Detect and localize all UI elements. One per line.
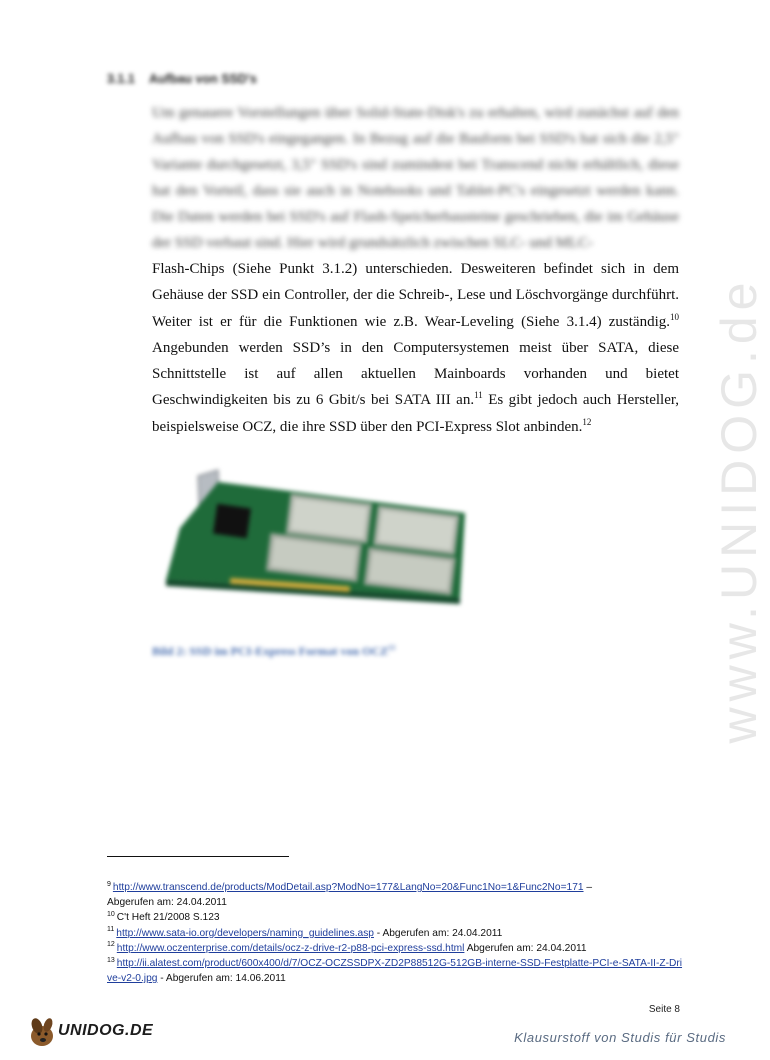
controller-chip [213,504,251,538]
footnotes [107,880,687,986]
caption-text: Bild 2: SSD im PCI-Express Format von OCZ [152,644,389,658]
footer-tagline: Klausurstoff von Studis für Studis [514,1030,726,1045]
body-text-part-2: Angebunden werden SSD’s in den Computersystemen meist über SATA, diese Schnittstelle ist auf allen aktuellen Mainboards vorhanden und bietet Geschwindigkeiten bis zu 6 Gbit/s bei SATA III an. [152,339,679,409]
footnote-text: - Abgerufen am: 14.06.2011 [157,973,286,985]
section-number: 3.1.1 [107,72,135,86]
footnote-link[interactable]: http://www.transcend.de/products/ModDetail.asp?ModNo=177&LangNo=20&Func1No=1&Func2No=171 [112,882,584,893]
watermark: www.UNIDOG.de [711,276,767,744]
footnote-ref-12: 12 [582,416,592,427]
body-text-part-1: Flash-Chips (Siehe Punkt 3.1.2) unterschieden. Desweiteren befindet sich in dem Gehäuse der SSD ein Controller, der die Schreib-, Lese und Löschvorgänge durchführt. Weiter ist er für die Funktionen wie z.B. Wear-Leveling (Siehe 3.1.4) zuständig. [152,261,679,330]
dog-icon [28,1014,58,1050]
footnote-link[interactable]: http://ii.alatest.com/product/600x400/d/7/OCZ-OCZSSDPX-ZD2P88512G-512GB-interne-SSD-Festplatte-PCI-e-SATA-II-Z-Drive-v2-0.jpg [107,958,683,985]
figure-caption [152,644,552,659]
footnote-10 [107,910,687,925]
footnote-9 [107,880,687,910]
footnote-text: C't Heft 21/2008 S.123 [116,912,220,924]
footnote-number: 13 [107,956,115,964]
page-number: Seite 8 [648,1004,680,1015]
footnote-text: - Abgerufen am: 24.04.2011 [373,927,503,939]
logo-text: UNIDOG.DE [58,1022,154,1039]
footnote-text: – [583,882,593,893]
body-paragraph [152,256,679,440]
section-heading [107,72,667,86]
footnote-number: 12 [107,941,115,949]
blurred-paragraph: Um genauere Vorstellungen über Solid-State-Disk's zu erhalten, wird zunächst auf den Aufbau von SSD's eingegangen. In Bezug auf die Bauform bei SSD's hat sich die 2,5" Variante durchgesetzt, 3,5" SSD's sind zumindest bei Transcend nicht erhältlich, diese hat den Vorteil, dass sie auch in Notebooks und Tablet-PC's eingesetzt werden kann. Die Daten werden bei SSD's auf Flash-Speicherbausteine geschrieben, die im Gehäuse der SSD verbaut sind. Hier wird grundsätzlich zwischen SLC- und MLC- [152,105,679,251]
footnote-text: Abgerufen am: 24.04.2011 [107,897,227,909]
body-text-part-3: Es gibt jedoch auch Hersteller, beispielsweise OCZ, die ihre SSD über den PCI-Express Slot anbinden. [152,392,680,435]
footnote-13 [107,956,687,986]
footnote-link[interactable]: http://www.oczenterprise.com/details/ocz-z-drive-r2-p88-pci-express-ssd.html [116,942,465,954]
section-title: Aufbau von SSD's [149,72,257,86]
footnote-11 [107,926,687,941]
footnote-number: 10 [107,911,115,919]
footnote-link[interactable]: http://www.sata-io.org/developers/naming_guidelines.asp [116,927,374,939]
footnote-ref-11: 11 [474,390,483,401]
ssd-pci-express-image [160,468,480,613]
footnote-ref-10: 10 [670,311,679,322]
unidog-logo [28,1014,158,1050]
footnote-12 [107,941,687,956]
footnote-separator [107,856,289,857]
caption-ref: 13 [388,644,396,652]
footnote-number: 9 [107,880,111,888]
footnote-number: 11 [107,926,115,934]
footnote-text: Abgerufen am: 24.04.2011 [464,942,587,954]
